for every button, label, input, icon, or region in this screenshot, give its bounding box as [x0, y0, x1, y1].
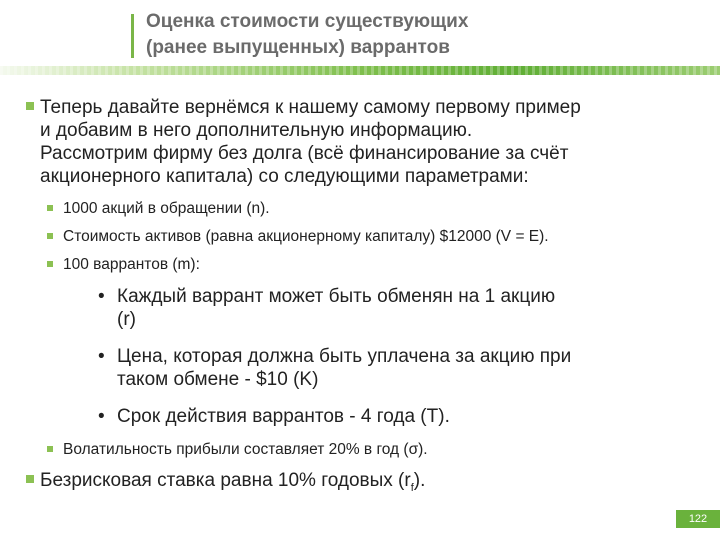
term-3: Срок действия варрантов - 4 года (T).: [117, 406, 450, 427]
riskfree-text: Безрисковая ставка равна 10% годовых (r: [40, 470, 411, 491]
param-assets: Стоимость активов (равна акционерному капиталу) $12000 (V = E).: [63, 228, 549, 245]
param-shares: 1000 акций в обращении (n).: [63, 200, 270, 217]
bullet-square-icon: [47, 233, 53, 239]
page-title: [146, 9, 686, 61]
riskfree-rate: [40, 469, 425, 500]
bullet-square-icon: [47, 261, 53, 267]
bullet-square-icon: [47, 205, 53, 211]
riskfree-subscript: f: [410, 481, 414, 494]
bullet-dot-icon: •: [98, 286, 105, 307]
riskfree-end: ).: [413, 470, 426, 491]
intro-line-1: Теперь давайте вернёмся к нашему самому первому пример: [40, 97, 581, 118]
bullet-square-icon: [47, 446, 53, 452]
term-2-line-1: Цена, которая должна быть уплачена за акцию при: [117, 346, 572, 367]
title-line-2: (ранее выпущенных) варрантов: [146, 37, 450, 58]
intro-line-2: и добавим в него дополнительную информацию.: [40, 120, 473, 141]
intro-line-4: акционерного капитала) со следующими параметрами:: [40, 166, 529, 187]
title-accent-bar: [131, 14, 134, 58]
title-line-1: Оценка стоимости существующих: [146, 11, 469, 32]
intro-line-3: Рассмотрим фирму без долга (всё финансирование за счёт: [40, 143, 569, 164]
bullet-square-icon: [26, 475, 34, 483]
bullet-dot-icon: •: [98, 346, 105, 367]
bullet-dot-icon: •: [98, 406, 105, 427]
param-warrants: 100 варрантов (m):: [63, 256, 200, 273]
bullet-square-icon: [26, 102, 34, 110]
decorative-green-band: [0, 66, 720, 75]
page-number: 122: [676, 510, 720, 528]
term-1-line-2: (r): [117, 309, 136, 330]
param-volatility: Волатильность прибыли составляет 20% в год (σ).: [63, 441, 428, 458]
term-2-line-2: таком обмене - $10 (K): [117, 369, 319, 390]
term-1-line-1: Каждый варрант может быть обменян на 1 акцию: [117, 286, 556, 307]
